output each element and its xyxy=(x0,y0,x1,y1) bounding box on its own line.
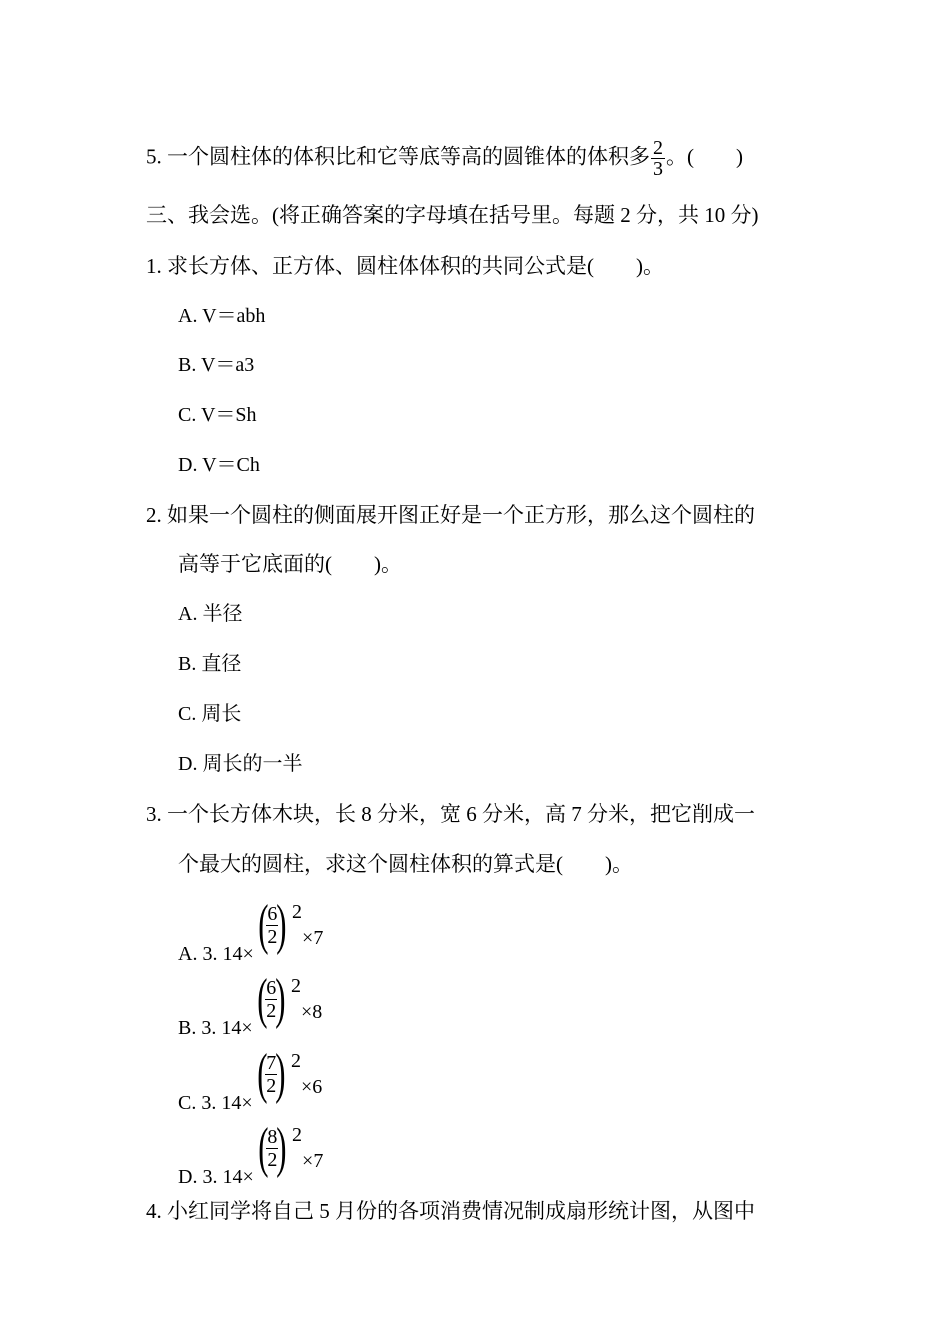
exponent: 2 xyxy=(292,900,303,923)
question-2-line-2: 高等于它底面的( )。 xyxy=(178,552,402,576)
option-b: B. 直径 xyxy=(178,653,242,675)
exponent: 2 xyxy=(290,974,301,997)
option-d: D. 周长的一半 xyxy=(178,753,303,775)
option-c: C. 周长 xyxy=(178,703,242,725)
option-c: C. V＝Sh xyxy=(178,404,257,426)
question-4: 4. 小红同学将自己 5 月份的各项消费情况制成扇形统计图，从图中 xyxy=(146,1199,755,1223)
fraction: $\frac{2}{3}$ xyxy=(653,137,663,180)
option-d: D. 3. 14× ( 8 2 ) 2×7 xyxy=(178,1117,324,1188)
exponent: 2 xyxy=(290,1049,301,1072)
option-b: B. V＝a3 xyxy=(178,354,255,376)
option-c: C. 3. 14× ( 7 2 ) 2×6 xyxy=(178,1043,323,1114)
option-b: B. 3. 14× ( 6 2 ) 2×8 xyxy=(178,968,323,1039)
question-2-line-1: 2. 如果一个圆柱的侧面展开图正好是一个正方形，那么这个圆柱的 xyxy=(146,503,755,527)
question-5-text: 5. 一个圆柱体的体积比和它等底等高的圆锥体的体积多 xyxy=(146,144,650,169)
question-3-line-2: 个最大的圆柱，求这个圆柱体积的算式是( )。 xyxy=(178,852,633,876)
answer-blank: 。( ) xyxy=(666,144,743,169)
option-a: A. 半径 xyxy=(178,603,243,625)
exponent: 2 xyxy=(292,1123,303,1146)
section-heading: 三、我会选。(将正确答案的字母填在括号里。每题 2 分，共 10 分) xyxy=(146,203,759,227)
parenthesized-fraction: ( 7 2 ) xyxy=(256,1043,286,1105)
question-5 xyxy=(146,138,743,179)
option-a: A. V＝abh xyxy=(178,305,266,327)
question-1: 1. 求长方体、正方体、圆柱体体积的共同公式是( )。 xyxy=(146,254,664,278)
question-3-line-1: 3. 一个长方体木块，长 8 分米，宽 6 分米，高 7 分米，把它削成一 xyxy=(146,802,755,826)
parenthesized-fraction: ( 8 2 ) xyxy=(257,1117,287,1179)
parenthesized-fraction: ( 6 2 ) xyxy=(256,968,286,1030)
option-d: D. V＝Ch xyxy=(178,454,260,476)
parenthesized-fraction: ( 6 2 ) xyxy=(257,894,287,956)
option-a: A. 3. 14× ( 6 2 ) 2×7 xyxy=(178,894,324,965)
